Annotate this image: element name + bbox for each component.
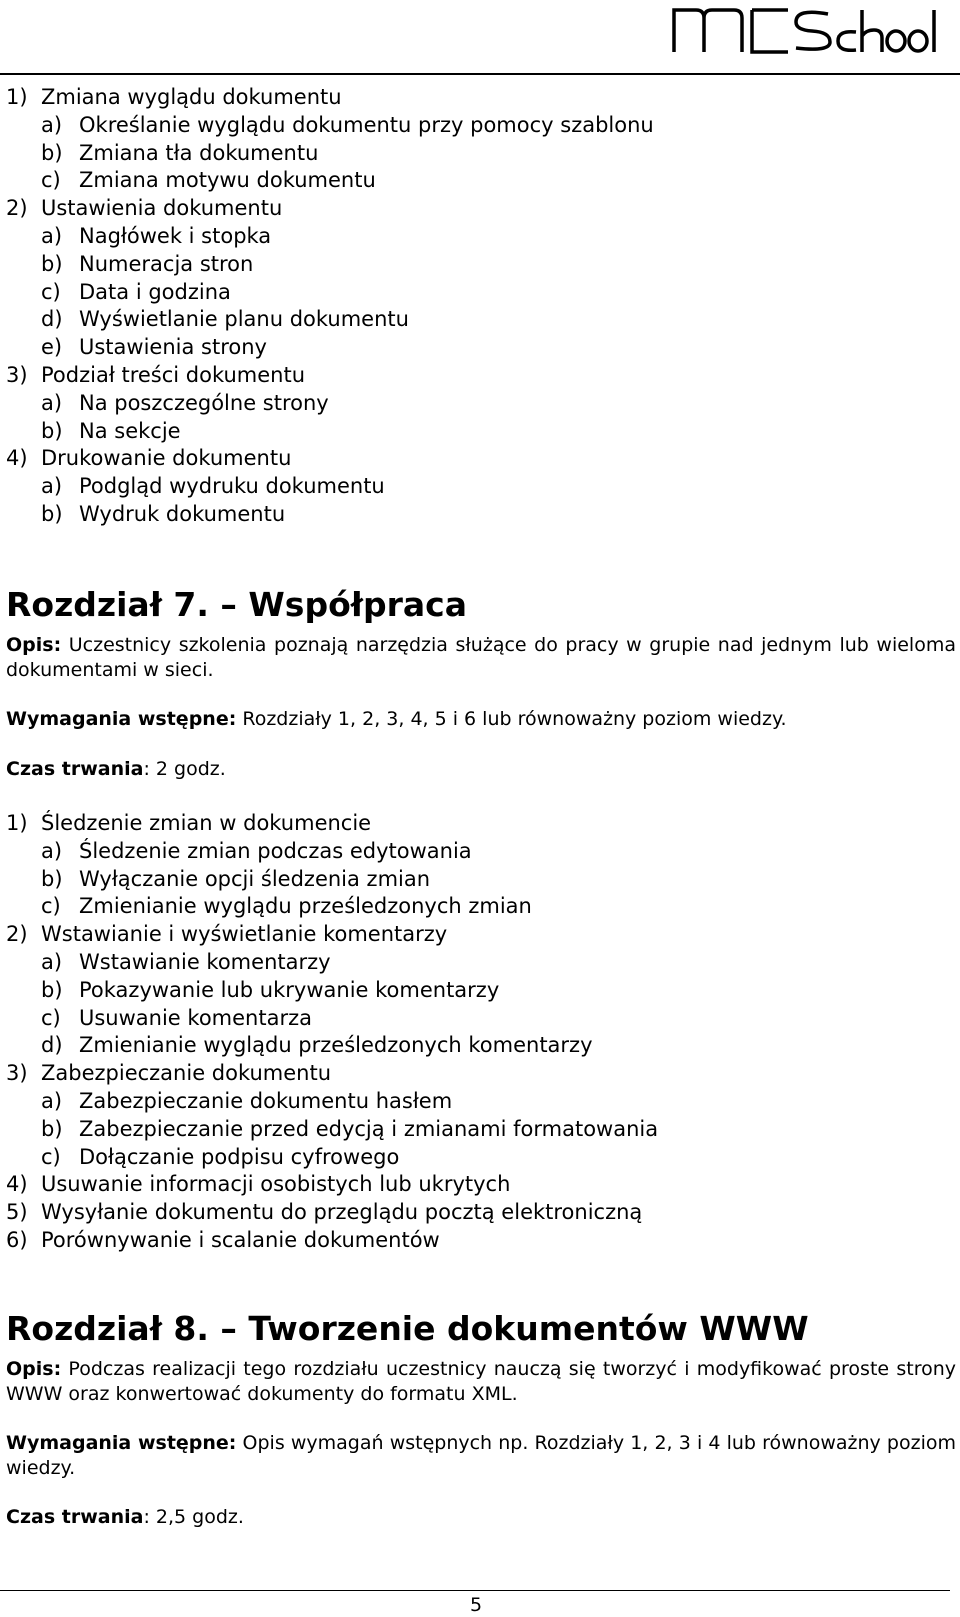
list-item-text: Wydruk dokumentu (79, 501, 286, 526)
header-divider (0, 73, 960, 75)
list-item-text: Określanie wyglądu dokumentu przy pomocy szablonu (79, 112, 654, 137)
list-item-number: e) (41, 335, 63, 360)
list-item-number: b) (41, 501, 63, 526)
list-item-number: a) (41, 474, 63, 499)
list-item-number: a) (41, 390, 63, 415)
list-item-text: Drukowanie dokumentu (41, 446, 292, 471)
list-item-text: Zmiana wyglądu dokumentu (41, 85, 342, 109)
list-item-text: Wstawianie komentarzy (79, 949, 331, 974)
list-item-text: Nagłówek i stopka (79, 223, 272, 248)
czas-text: : 2 godz. (143, 758, 226, 780)
list-item-number: a) (41, 838, 63, 863)
chapter-7-title: Rozdział 7. – Współpraca (6, 585, 467, 624)
list-item-number: c) (41, 279, 61, 304)
list-item-number: b) (41, 418, 63, 443)
list-item-text: Zmienianie wyglądu prześledzonych zmian (79, 894, 532, 919)
list-item-number: 3) (6, 362, 28, 387)
wymagania-label: Wymagania wstępne: (6, 1432, 237, 1454)
list-item-number: a) (41, 1088, 63, 1113)
czas-label: Czas trwania (6, 758, 144, 780)
list-item-text: Śledzenie zmian w dokumencie (41, 811, 372, 835)
opis-label: Opis: (6, 634, 62, 656)
list-item-text: Dołączanie podpisu cyfrowego (79, 1144, 400, 1169)
list-item-number: c) (41, 1144, 61, 1169)
list-item-text: Ustawienia dokumentu (41, 196, 283, 221)
list-item-number: 4) (6, 446, 28, 471)
chapter-7-duration (6, 757, 956, 782)
opis-text: Podczas realizacji tego rozdziału uczestnicy nauczą się tworzyć i modyfikować proste strony WWW oraz konwertować dokumenty do formatu XML. (6, 1358, 956, 1405)
list-item-text: Na poszczególne strony (79, 390, 329, 415)
czas-label: Czas trwania (6, 1506, 144, 1528)
page-number: 5 (470, 1594, 483, 1616)
chapter-8-duration (6, 1505, 956, 1530)
page-header (0, 0, 960, 80)
list-item-text: Usuwanie komentarza (79, 1005, 312, 1030)
list-item-number: c) (41, 1005, 61, 1030)
list-item-number: c) (41, 894, 61, 919)
list-item-number: d) (41, 1033, 63, 1058)
list-item-number: d) (41, 307, 63, 332)
mcschool-logo (668, 4, 940, 56)
list-item-text: Pokazywanie lub ukrywanie komentarzy (79, 977, 500, 1002)
list-item-number: c) (41, 168, 61, 193)
list-item-number: b) (41, 140, 63, 165)
list-item-text: Zmiana motywu dokumentu (79, 168, 376, 193)
chapter-8-requirements (6, 1431, 956, 1481)
list-item-number: b) (41, 977, 63, 1002)
czas-text: : 2,5 godz. (143, 1506, 244, 1528)
opis-text: Uczestnicy szkolenia poznają narzędzia służące do pracy w grupie nad jednym lub wieloma dokumentami w sieci. (6, 634, 956, 681)
list-item-number: b) (41, 1116, 63, 1141)
list-item-number: 2) (6, 922, 28, 947)
wymagania-text: Rozdziały 1, 2, 3, 4, 5 i 6 lub równoważny poziom wiedzy. (236, 708, 787, 730)
list-item-text: Zabezpieczanie dokumentu (41, 1061, 332, 1086)
list-item-number: a) (41, 112, 63, 137)
footer-divider (0, 1590, 950, 1591)
list-item-text: Usuwanie informacji osobistych lub ukrytych (41, 1172, 511, 1197)
list-item-number: 3) (6, 1061, 28, 1086)
list-item-text: Na sekcje (79, 418, 181, 443)
chapter-8-title: Rozdział 8. – Tworzenie dokumentów WWW (6, 1309, 809, 1348)
list-item-number: 2) (6, 196, 28, 221)
opis-label: Opis: (6, 1358, 62, 1380)
list-item-text: Numeracja stron (79, 251, 254, 276)
list-item-number: 1) (6, 85, 28, 109)
list-item-number: 6) (6, 1227, 28, 1252)
list-item-text: Wysyłanie dokumentu do przeglądu pocztą elektroniczną (41, 1200, 643, 1225)
chapter-8-description (6, 1357, 956, 1407)
wymagania-label: Wymagania wstępne: (6, 708, 237, 730)
list-item-text: Porównywanie i scalanie dokumentów (41, 1227, 440, 1252)
list-item-text: Śledzenie zmian podczas edytowania (79, 838, 472, 863)
wymagania-text: Opis wymagań wstępnych np. Rozdziały 1, 2, 3 i 4 lub równoważny poziom wiedzy. (6, 1432, 956, 1479)
chapter-7-description (6, 633, 956, 683)
list-item-number: a) (41, 949, 63, 974)
list-item-text: Zabezpieczanie dokumentu hasłem (79, 1088, 453, 1113)
list-item-text: Wyświetlanie planu dokumentu (79, 307, 409, 332)
list-item-text: Ustawienia strony (79, 335, 267, 360)
list-item-text: Wyłączanie opcji śledzenia zmian (79, 866, 431, 891)
list-item-text: Zabezpieczanie przed edycją i zmianami formatowania (79, 1116, 659, 1141)
list-item-number: a) (41, 223, 63, 248)
list-item-number: 5) (6, 1200, 28, 1225)
list-item-text: Podgląd wydruku dokumentu (79, 474, 385, 499)
list-item-number: 1) (6, 811, 28, 835)
list-item-text: Podział treści dokumentu (41, 362, 306, 387)
list-item-number: 4) (6, 1172, 28, 1197)
list-item-text: Zmiana tła dokumentu (79, 140, 319, 165)
list-item-text: Data i godzina (79, 279, 231, 304)
list-item-text: Wstawianie i wyświetlanie komentarzy (41, 922, 448, 947)
list-item-text: Zmienianie wyglądu prześledzonych komentarzy (79, 1033, 593, 1058)
chapter-7-requirements (6, 707, 956, 732)
list-item-number: b) (41, 251, 63, 276)
list-item-number: b) (41, 866, 63, 891)
